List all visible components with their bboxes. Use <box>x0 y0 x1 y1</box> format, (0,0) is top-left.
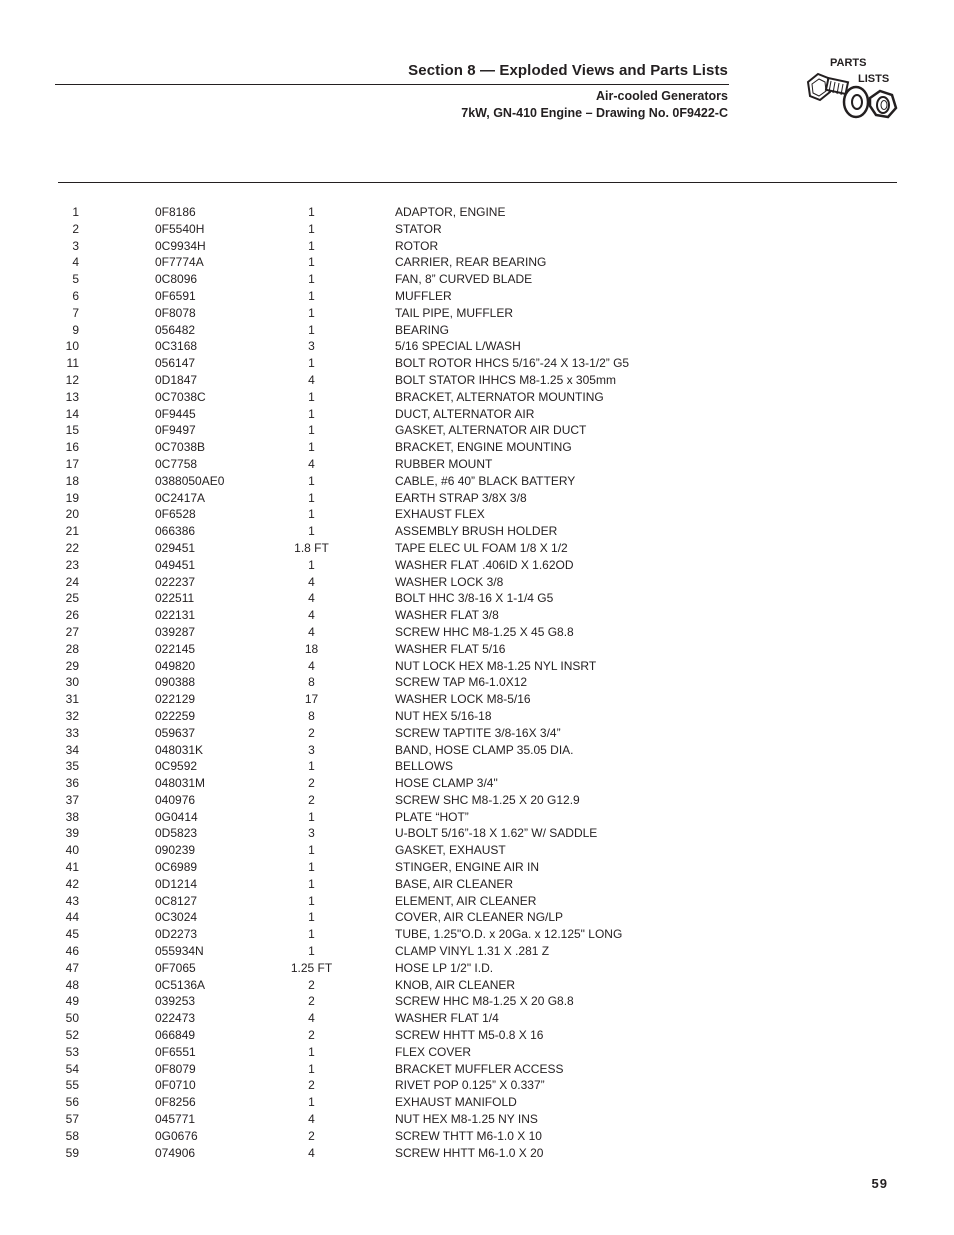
part-number: 0C3024 <box>155 910 198 925</box>
part-number: 0C7758 <box>155 456 198 471</box>
quantity: 1 <box>308 272 315 287</box>
item-number: 12 <box>65 372 79 387</box>
description: ELEMENT, AIR CLEANER <box>395 893 537 908</box>
part-number: 055934N <box>155 944 204 959</box>
quantity: 1 <box>308 440 315 455</box>
part-number: 074906 <box>155 1145 196 1160</box>
description: SCREW HHC M8-1.25 X 45 G8.8 <box>395 624 574 639</box>
part-number: 0F7065 <box>155 960 196 975</box>
quantity: 1 <box>308 305 315 320</box>
quantity: 2 <box>308 1078 315 1093</box>
description: BOLT HHC 3/8-16 X 1-1/4 G5 <box>395 591 554 606</box>
table-row <box>0 926 954 943</box>
quantity: 1 <box>308 860 315 875</box>
item-number: 59 <box>65 1145 79 1160</box>
part-number: 0388050AE0 <box>155 473 225 488</box>
item-number: 37 <box>65 792 79 807</box>
item-number: 20 <box>65 507 79 522</box>
quantity: 18 <box>304 641 319 656</box>
table-row <box>0 557 954 574</box>
parts-lists-logo <box>800 54 900 132</box>
table-row <box>0 775 954 792</box>
description: CLAMP VINYL 1.31 X .281 Z <box>395 944 550 959</box>
part-number: 0F8186 <box>155 205 196 219</box>
description: BASE, AIR CLEANER <box>395 876 514 891</box>
item-number: 22 <box>65 540 79 555</box>
description: HOSE LP 1/2" I.D. <box>395 960 494 975</box>
quantity: 1 <box>308 809 315 824</box>
item-number: 15 <box>65 423 79 438</box>
quantity: 4 <box>308 372 315 387</box>
item-number: 25 <box>65 591 79 606</box>
table-row <box>0 439 954 456</box>
item-number: 33 <box>65 725 79 740</box>
description: FAN, 8” CURVED BLADE <box>395 272 533 287</box>
table-row <box>0 1145 954 1162</box>
item-number: 54 <box>65 1061 79 1076</box>
table-row <box>0 909 954 926</box>
table-row <box>0 893 954 910</box>
quantity: 1 <box>308 759 315 774</box>
quantity: 1 <box>308 524 315 539</box>
part-number: 0C6989 <box>155 860 198 875</box>
description: GASKET, EXHAUST <box>395 843 506 858</box>
item-number: 53 <box>65 1044 79 1059</box>
description: DUCT, ALTERNATOR AIR <box>395 406 535 421</box>
part-number: 048031K <box>155 742 204 757</box>
quantity: 1 <box>308 927 315 942</box>
item-number: 26 <box>65 608 79 623</box>
item-number: 46 <box>65 944 79 959</box>
table-row <box>0 1128 954 1145</box>
part-number: 066386 <box>155 524 196 539</box>
table-row <box>0 238 954 255</box>
table-row <box>0 422 954 439</box>
header-rule <box>55 84 729 85</box>
description: EXHAUST FLEX <box>395 507 485 522</box>
description: PLATE “HOT” <box>395 809 469 824</box>
page-number: 59 <box>871 1176 888 1191</box>
item-number: 24 <box>65 574 79 589</box>
description: NUT HEX M8-1.25 NY INS <box>395 1112 538 1127</box>
item-number: 40 <box>65 843 79 858</box>
table-row <box>0 792 954 809</box>
description: EARTH STRAP 3/8X 3/8 <box>395 490 527 505</box>
quantity: 1 <box>308 843 315 858</box>
table-row <box>0 842 954 859</box>
item-number: 47 <box>65 960 79 975</box>
quantity: 4 <box>308 574 315 589</box>
item-number: 55 <box>65 1078 79 1093</box>
quantity: 2 <box>308 1128 315 1143</box>
description: 5/16 SPECIAL L/WASH <box>395 339 521 354</box>
table-row <box>0 338 954 355</box>
quantity: 1 <box>308 205 315 219</box>
parts-list-table <box>0 204 954 1161</box>
part-number: 0C7038B <box>155 440 206 455</box>
item-number: 45 <box>65 927 79 942</box>
item-number: 39 <box>65 826 79 841</box>
part-number: 0F9497 <box>155 423 196 438</box>
part-number: 090239 <box>155 843 196 858</box>
description: SCREW TAP M6-1.0X12 <box>395 675 528 690</box>
item-number: 10 <box>65 339 79 354</box>
section-title: Section 8 — Exploded Views and Parts Lists <box>408 62 728 79</box>
description: NUT LOCK HEX M8-1.25 NYL INSRT <box>395 658 597 673</box>
item-number: 27 <box>65 624 79 639</box>
part-number: 039287 <box>155 624 196 639</box>
description: EXHAUST MANIFOLD <box>395 1095 517 1110</box>
quantity: 1 <box>308 893 315 908</box>
table-row <box>0 977 954 994</box>
table-row <box>0 658 954 675</box>
table-row <box>0 204 954 221</box>
quantity: 4 <box>308 1145 315 1160</box>
description: SCREW HHTT M6-1.0 X 20 <box>395 1145 544 1160</box>
description: BRACKET MUFFLER ACCESS <box>395 1061 564 1076</box>
description: TUBE, 1.25"O.D. x 20Ga. x 12.125" LONG <box>395 927 623 942</box>
table-row <box>0 456 954 473</box>
description: TAPE ELEC UL FOAM 1/8 X 1/2 <box>395 540 568 555</box>
description: WASHER FLAT 1/4 <box>395 1011 499 1026</box>
quantity: 1 <box>308 288 315 303</box>
subtitle-line-2: 7kW, GN-410 Engine – Drawing No. 0F9422-C <box>461 106 728 120</box>
quantity: 2 <box>308 1028 315 1043</box>
item-number: 14 <box>65 406 79 421</box>
part-number: 0F8079 <box>155 1061 196 1076</box>
table-row <box>0 473 954 490</box>
quantity: 1 <box>308 389 315 404</box>
part-number: 0F8256 <box>155 1095 196 1110</box>
description: CARRIER, REAR BEARING <box>395 255 547 270</box>
description: ASSEMBLY BRUSH HOLDER <box>395 524 558 539</box>
table-row <box>0 372 954 389</box>
item-number: 21 <box>65 524 79 539</box>
part-number: 0C9592 <box>155 759 198 774</box>
table-row <box>0 590 954 607</box>
part-number: 0F6591 <box>155 288 196 303</box>
part-number: 0C7038C <box>155 389 206 404</box>
table-row <box>0 708 954 725</box>
quantity: 1 <box>308 507 315 522</box>
table-row <box>0 960 954 977</box>
table-row <box>0 943 954 960</box>
quantity: 1 <box>308 406 315 421</box>
item-number: 50 <box>65 1011 79 1026</box>
part-number: 0D5823 <box>155 826 198 841</box>
part-number: 0D1847 <box>155 372 198 387</box>
item-number: 44 <box>65 910 79 925</box>
description: SCREW SHC M8-1.25 X 20 G12.9 <box>395 792 580 807</box>
item-number: 19 <box>65 490 79 505</box>
description: BRACKET, ENGINE MOUNTING <box>395 440 572 455</box>
main-rule <box>58 182 897 183</box>
item-number: 2 <box>72 221 79 236</box>
description: BOLT ROTOR HHCS 5/16”-24 X 13-1/2” G5 <box>395 356 630 371</box>
table-row <box>0 742 954 759</box>
description: SCREW TAPTITE 3/8-16X 3/4” <box>395 725 561 740</box>
item-number: 58 <box>65 1128 79 1143</box>
part-number: 0F7774A <box>155 255 204 270</box>
item-number: 18 <box>65 473 79 488</box>
table-row <box>0 221 954 238</box>
quantity: 4 <box>308 624 315 639</box>
description: GASKET, ALTERNATOR AIR DUCT <box>395 423 587 438</box>
part-number: 0F5540H <box>155 221 205 236</box>
part-number: 022145 <box>155 641 196 656</box>
part-number: 022237 <box>155 574 196 589</box>
item-number: 35 <box>65 759 79 774</box>
item-number: 23 <box>65 557 79 572</box>
table-row <box>0 674 954 691</box>
quantity: 4 <box>308 608 315 623</box>
quantity: 3 <box>308 339 315 354</box>
description: U-BOLT 5/16”-18 X 1.62” W/ SADDLE <box>395 826 598 841</box>
description: RIVET POP 0.125” X 0.337” <box>395 1078 545 1093</box>
description: SCREW HHC M8-1.25 X 20 G8.8 <box>395 994 574 1009</box>
part-number: 0F0710 <box>155 1078 196 1093</box>
part-number: 0C5136A <box>155 977 206 992</box>
table-row <box>0 1010 954 1027</box>
table-row <box>0 993 954 1010</box>
part-number: 045771 <box>155 1112 196 1127</box>
quantity: 2 <box>308 725 315 740</box>
part-number: 0G0414 <box>155 809 198 824</box>
quantity: 2 <box>308 776 315 791</box>
description: STATOR <box>395 221 442 236</box>
item-number: 36 <box>65 776 79 791</box>
table-row <box>0 758 954 775</box>
part-number: 040976 <box>155 792 196 807</box>
part-number: 066849 <box>155 1028 196 1043</box>
item-number: 38 <box>65 809 79 824</box>
quantity: 8 <box>308 708 315 723</box>
table-row <box>0 490 954 507</box>
quantity: 2 <box>308 994 315 1009</box>
quantity: 17 <box>304 692 319 707</box>
item-number: 30 <box>65 675 79 690</box>
item-number: 31 <box>65 692 79 707</box>
quantity: 1.25 FT <box>290 960 333 975</box>
part-number: 0F9445 <box>155 406 196 421</box>
table-row <box>0 322 954 339</box>
quantity: 3 <box>308 742 315 757</box>
part-number: 048031M <box>155 776 206 791</box>
description: KNOB, AIR CLEANER <box>395 977 516 992</box>
part-number: 022131 <box>155 608 196 623</box>
table-row <box>0 1061 954 1078</box>
item-number: 11 <box>66 356 79 371</box>
part-number: 022473 <box>155 1011 196 1026</box>
quantity: 3 <box>308 826 315 841</box>
item-number: 9 <box>72 322 79 337</box>
quantity: 4 <box>308 456 315 471</box>
quantity: 4 <box>308 591 315 606</box>
item-number: 28 <box>65 641 79 656</box>
table-row <box>0 271 954 288</box>
part-number: 022129 <box>155 692 196 707</box>
part-number: 0F8078 <box>155 305 196 320</box>
description: HOSE CLAMP 3/4" <box>395 776 498 791</box>
part-number: 0D2273 <box>155 927 198 942</box>
description: BOLT STATOR IHHCS M8-1.25 x 305mm <box>395 372 616 387</box>
quantity: 1 <box>308 1095 315 1110</box>
table-row <box>0 540 954 557</box>
description: RUBBER MOUNT <box>395 456 493 471</box>
quantity: 1 <box>308 1044 315 1059</box>
table-row <box>0 254 954 271</box>
table-row <box>0 859 954 876</box>
description: BEARING <box>395 322 450 337</box>
table-row <box>0 1094 954 1111</box>
quantity: 1 <box>308 1061 315 1076</box>
part-number: 0C8127 <box>155 893 198 908</box>
part-number: 0C2417A <box>155 490 206 505</box>
quantity: 4 <box>308 658 315 673</box>
part-number: 0G0676 <box>155 1128 198 1143</box>
part-number: 0C9934H <box>155 238 206 253</box>
table-row <box>0 607 954 624</box>
item-number: 29 <box>65 658 79 673</box>
table-row <box>0 389 954 406</box>
description: COVER, AIR CLEANER NG/LP <box>395 910 564 925</box>
description: ROTOR <box>395 238 439 253</box>
part-number: 056482 <box>155 322 196 337</box>
quantity: 2 <box>308 977 315 992</box>
item-number: 6 <box>72 288 79 303</box>
description: BAND, HOSE CLAMP 35.05 DIA. <box>395 742 574 757</box>
item-number: 13 <box>65 389 79 404</box>
part-number: 059637 <box>155 725 196 740</box>
quantity: 4 <box>308 1112 315 1127</box>
table-row <box>0 1111 954 1128</box>
item-number: 52 <box>65 1028 79 1043</box>
description: FLEX COVER <box>395 1044 472 1059</box>
item-number: 42 <box>65 876 79 891</box>
item-number: 16 <box>65 440 79 455</box>
description: WASHER LOCK M8-5/16 <box>395 692 531 707</box>
logo-text-lists: LISTS <box>858 73 890 85</box>
item-number: 34 <box>65 742 79 757</box>
item-number: 7 <box>72 305 79 320</box>
item-number: 49 <box>65 994 79 1009</box>
table-row <box>0 1027 954 1044</box>
table-row <box>0 574 954 591</box>
quantity: 4 <box>308 1011 315 1026</box>
part-number: 029451 <box>155 540 196 555</box>
item-number: 56 <box>65 1095 79 1110</box>
description: ADAPTOR, ENGINE <box>395 205 506 219</box>
part-number: 022511 <box>155 591 195 606</box>
quantity: 8 <box>308 675 315 690</box>
description: WASHER FLAT 3/8 <box>395 608 499 623</box>
quantity: 1 <box>308 473 315 488</box>
description: CABLE, #6 40” BLACK BATTERY <box>395 473 576 488</box>
quantity: 1 <box>308 910 315 925</box>
table-row <box>0 825 954 842</box>
part-number: 049451 <box>155 557 196 572</box>
quantity: 1 <box>308 255 315 270</box>
item-number: 1 <box>72 205 79 219</box>
item-number: 32 <box>65 708 79 723</box>
item-number: 17 <box>65 456 79 471</box>
quantity: 1 <box>308 423 315 438</box>
table-row <box>0 691 954 708</box>
quantity: 1 <box>308 322 315 337</box>
quantity: 2 <box>308 792 315 807</box>
item-number: 48 <box>65 977 79 992</box>
part-number: 090388 <box>155 675 196 690</box>
table-row <box>0 876 954 893</box>
quantity: 1 <box>308 944 315 959</box>
description: WASHER FLAT 5/16 <box>395 641 506 656</box>
quantity: 1 <box>308 876 315 891</box>
quantity: 1 <box>308 490 315 505</box>
part-number: 039253 <box>155 994 196 1009</box>
quantity: 1 <box>308 238 315 253</box>
part-number: 056147 <box>155 356 196 371</box>
description: STINGER, ENGINE AIR IN <box>395 860 540 875</box>
part-number: 049820 <box>155 658 196 673</box>
quantity: 1 <box>308 221 315 236</box>
table-row <box>0 506 954 523</box>
description: NUT HEX 5/16-18 <box>395 708 492 723</box>
table-row <box>0 288 954 305</box>
description: SCREW THTT M6-1.0 X 10 <box>395 1128 542 1143</box>
quantity: 1.8 FT <box>294 540 329 555</box>
description: TAIL PIPE, MUFFLER <box>395 305 514 320</box>
description: MUFFLER <box>395 288 452 303</box>
description: SCREW HHTT M5-0.8 X 16 <box>395 1028 544 1043</box>
quantity: 1 <box>308 356 315 371</box>
description: WASHER LOCK 3/8 <box>395 574 504 589</box>
table-row <box>0 624 954 641</box>
table-row <box>0 809 954 826</box>
table-row <box>0 1077 954 1094</box>
logo-text-parts: PARTS <box>830 57 867 69</box>
item-number: 5 <box>72 272 79 287</box>
part-number: 022259 <box>155 708 196 723</box>
table-row <box>0 406 954 423</box>
quantity: 1 <box>308 557 315 572</box>
subtitle-line-1: Air-cooled Generators <box>596 89 728 103</box>
description: WASHER FLAT .406ID X 1.62OD <box>395 557 574 572</box>
table-row <box>0 1044 954 1061</box>
part-number: 0C8096 <box>155 272 198 287</box>
header-subtitle <box>300 88 728 122</box>
part-number: 0F6551 <box>155 1044 196 1059</box>
table-row <box>0 641 954 658</box>
item-number: 43 <box>65 893 79 908</box>
table-row <box>0 523 954 540</box>
description: BRACKET, ALTERNATOR MOUNTING <box>395 389 604 404</box>
part-number: 0C3168 <box>155 339 198 354</box>
item-number: 4 <box>72 255 79 270</box>
item-number: 3 <box>72 238 79 253</box>
part-number: 0D1214 <box>155 876 198 891</box>
part-number: 0F6528 <box>155 507 196 522</box>
table-row <box>0 305 954 322</box>
description: BELLOWS <box>395 759 454 774</box>
item-number: 57 <box>65 1112 79 1127</box>
table-row <box>0 355 954 372</box>
item-number: 41 <box>65 860 79 875</box>
table-row <box>0 725 954 742</box>
